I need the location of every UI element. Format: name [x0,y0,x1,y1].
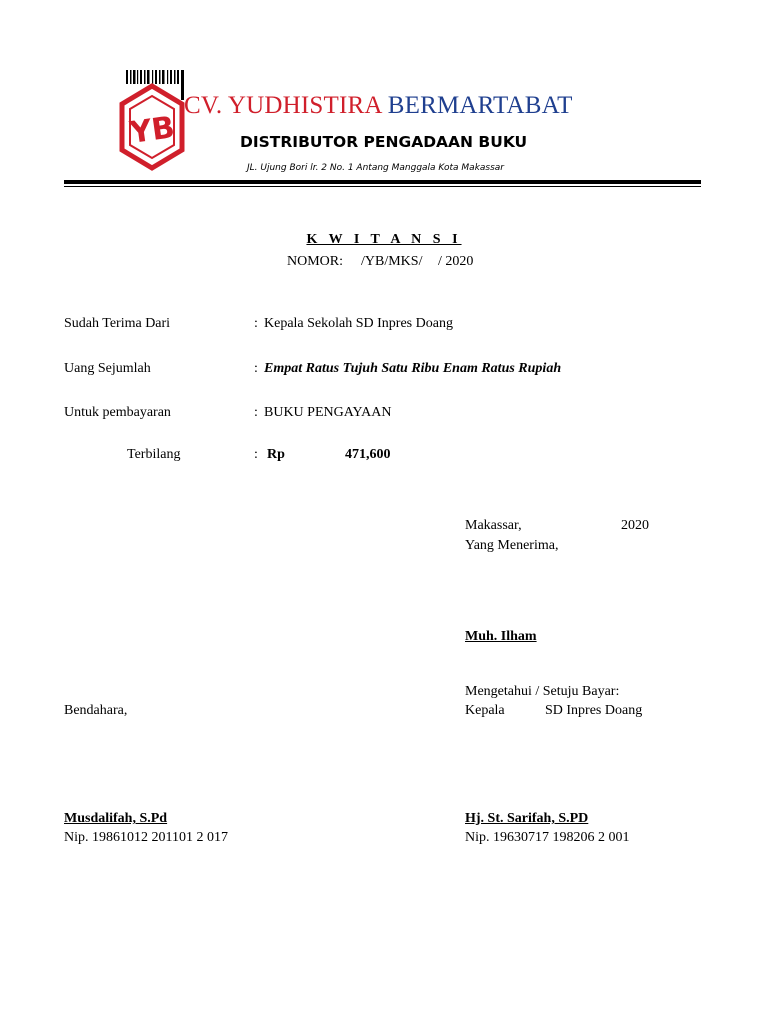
receiver-name: Muh. Ilham [465,629,537,644]
number-year: / 2020 [438,254,474,269]
document-title: K W I T A N S I [306,232,462,247]
header-rule-thin [64,186,701,187]
company-name [184,92,573,120]
company-address: JL. Ujung Bori lr. 2 No. 1 Antang Manggala Kota Makassar [247,163,505,173]
approver-school: SD Inpres Doang [545,703,643,718]
approver-title: Kepala [465,703,505,718]
approver-role: Mengetahui / Setuju Bayar: [465,684,620,699]
amount-currency: Rp [267,447,285,462]
field-value-amount-words: Empat Ratus Tujuh Satu Ribu Enam Ratus Rupiah [264,361,562,376]
receiver-city: Makassar, [465,518,522,533]
amount-value: 471,600 [345,447,391,462]
company-subtitle: DISTRIBUTOR PENGADAAN BUKU [240,133,528,151]
approver-nip: Nip. 19630717 198206 2 001 [465,830,630,845]
field-label-amount-words: Uang Sejumlah [64,361,151,376]
treasurer-name: Musdalifah, S.Pd [64,811,168,826]
amount-separator: : [254,447,258,462]
number-value: /YB/MKS/ [361,254,423,269]
header-rule-thick [64,180,701,184]
receiver-role: Yang Menerima, [465,538,559,553]
approver-name: Hj. St. Sarifah, S.PD [465,811,589,826]
receiver-year: 2020 [621,518,649,533]
amount-label: Terbilang [127,447,181,462]
field-separator: : [254,316,258,331]
treasurer-role: Bendahara, [64,703,128,718]
company-name-blue: BERMARTABAT [387,92,573,119]
treasurer-nip: Nip. 19861012 201101 2 017 [64,830,228,845]
number-label: NOMOR: [287,254,344,269]
field-value-received-from: Kepala Sekolah SD Inpres Doang [264,316,453,331]
company-logo [116,66,188,178]
company-name-red: CV. YUDHISTIRA [184,92,388,119]
field-separator: : [254,405,258,420]
field-label-received-from: Sudah Terima Dari [64,316,171,331]
field-label-payment-for: Untuk pembayaran [64,405,171,420]
field-separator: : [254,361,258,376]
svg-text:YB: YB [127,110,177,151]
field-value-payment-for: BUKU PENGAYAAN [264,405,392,420]
